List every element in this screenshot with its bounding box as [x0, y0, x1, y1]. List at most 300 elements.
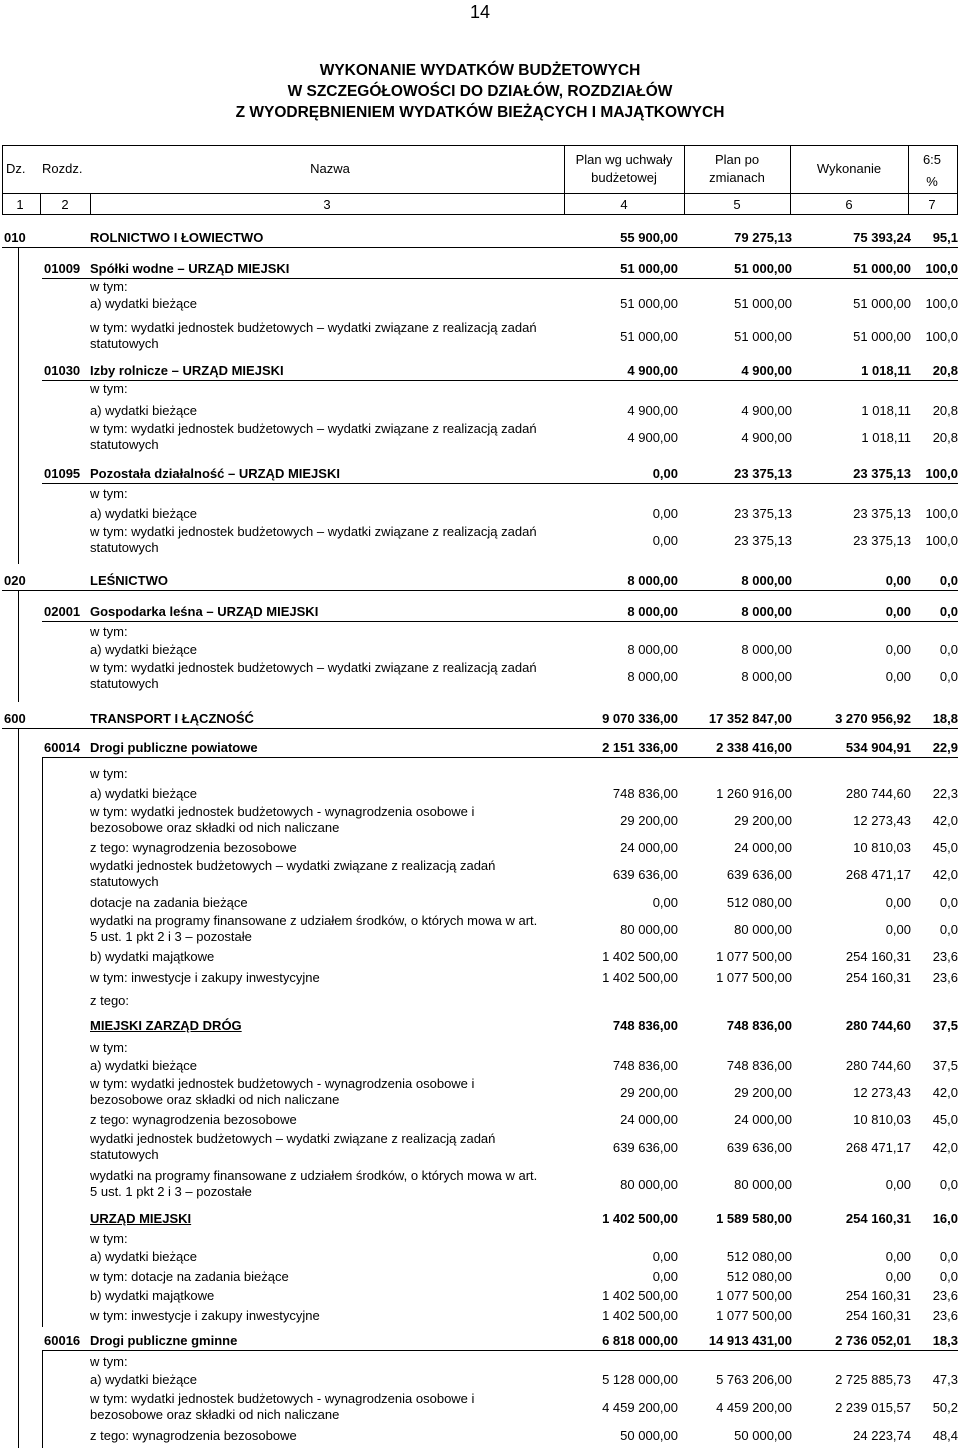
- row-value: 50 000,00: [734, 1428, 792, 1443]
- row-value: 51 000,00: [734, 329, 792, 344]
- row-name: [90, 260, 550, 278]
- row-name-text: w tym:: [90, 766, 128, 781]
- row-value: 1 402 500,00: [602, 1288, 678, 1303]
- dzial-code: 020: [4, 573, 26, 588]
- row-value: 5 128 000,00: [602, 1372, 678, 1387]
- row-name: [90, 1112, 550, 1128]
- row-value: 95,1: [932, 230, 958, 245]
- row-name-text: a) wydatki bieżące: [90, 403, 197, 418]
- row-value: 29 200,00: [734, 1085, 792, 1100]
- row-name: [90, 524, 545, 555]
- table-row: [0, 260, 960, 278]
- row-value: 48,4: [932, 1428, 958, 1443]
- row-value: 100,0: [925, 533, 958, 548]
- row-value: 51 000,00: [620, 296, 678, 311]
- row-value: 51 000,00: [620, 329, 678, 344]
- row-value: 12 273,43: [853, 813, 911, 828]
- row-value: 748 836,00: [612, 1058, 678, 1073]
- header-wykonanie: Wykonanie: [816, 161, 882, 176]
- row-value: 29 200,00: [620, 813, 678, 828]
- row-value: 0,0: [939, 895, 958, 910]
- table-row: [0, 1372, 960, 1388]
- row-value: 24 000,00: [620, 1112, 678, 1127]
- row-value: 280 744,60: [845, 1018, 911, 1033]
- row-value: 0,00: [652, 1249, 678, 1264]
- row-value: 0,0: [939, 1177, 958, 1192]
- row-value: 23,6: [932, 949, 958, 964]
- row-value: 16,0: [932, 1211, 958, 1226]
- row-value: 23 375,13: [734, 533, 792, 548]
- table-row: [0, 766, 960, 782]
- row-name-text: dotacje na zadania bieżące: [90, 895, 248, 910]
- table-row: [0, 1354, 960, 1370]
- dzial-code: 600: [4, 711, 26, 726]
- row-value: 2 725 885,73: [835, 1372, 911, 1387]
- title-line: WYKONANIE WYDATKÓW BUDŻETOWYCH: [319, 62, 641, 79]
- row-value: 280 744,60: [845, 786, 911, 801]
- row-value: 24 000,00: [734, 840, 792, 855]
- document-title: [0, 60, 960, 123]
- table-row: [0, 603, 960, 621]
- row-unit-text: URZĄD MIEJSKI: [182, 363, 284, 378]
- row-value: 29 200,00: [734, 813, 792, 828]
- header-vline: [90, 193, 91, 215]
- table-top-border: [2, 145, 958, 146]
- row-value: 5 763 206,00: [716, 1372, 792, 1387]
- row-value: 22,3: [932, 786, 958, 801]
- row-value: 254 160,31: [845, 949, 911, 964]
- row-name: [90, 603, 550, 621]
- row-name: [90, 486, 550, 502]
- row-value: 1 402 500,00: [602, 1308, 678, 1323]
- row-value: 639 636,00: [726, 867, 792, 882]
- row-value: 0,0: [939, 922, 958, 937]
- rozdzial-underline: [42, 1350, 958, 1351]
- row-value: 748 836,00: [612, 1018, 678, 1033]
- col-number: 6: [845, 197, 853, 212]
- header-vline: [957, 145, 958, 215]
- name-separator: –: [173, 261, 189, 276]
- row-value: 2 736 052,01: [835, 1333, 911, 1348]
- table-row: [0, 362, 960, 380]
- row-value: 4 900,00: [741, 363, 792, 378]
- row-name-text: wydatki na programy finansowane z udziałem środków, o których mowa w art. 5 ust. 1 pkt 2 i 3 – pozostałe: [90, 913, 538, 944]
- row-value: 42,0: [932, 867, 958, 882]
- row-value: 639 636,00: [726, 1140, 792, 1155]
- row-value: 23,6: [932, 970, 958, 985]
- row-value: 4 900,00: [627, 430, 678, 445]
- row-value: 20,8: [932, 403, 958, 418]
- row-name-text: TRANSPORT I ŁĄCZNOŚĆ: [90, 711, 254, 726]
- table-row: [0, 858, 960, 892]
- header-plan-uchwaly: [564, 151, 684, 187]
- table-row: [0, 786, 960, 802]
- table-row: [0, 1288, 960, 1304]
- row-name-text: w tym: wydatki jednostek budżetowych – wydatki związane z realizacją zadań statutowych: [90, 320, 537, 351]
- row-value: 8 000,00: [627, 604, 678, 619]
- row-value: 0,0: [939, 1249, 958, 1264]
- table-row: [0, 1332, 960, 1350]
- row-name: [90, 1332, 550, 1350]
- row-name-text: w tym: dotacje na zadania bieżące: [90, 1269, 289, 1284]
- dzial-underline: [2, 728, 958, 729]
- row-name: [90, 362, 550, 380]
- row-value: 51 000,00: [734, 296, 792, 311]
- row-value: 6 818 000,00: [602, 1333, 678, 1348]
- row-value: 100,0: [925, 329, 958, 344]
- row-value: 51 000,00: [620, 261, 678, 276]
- header-vline: [908, 145, 909, 215]
- table-row: [0, 1131, 960, 1165]
- row-name-text: Gospodarka leśna: [90, 604, 203, 619]
- header-ratio-line: %: [926, 174, 938, 189]
- row-value: 24 000,00: [734, 1112, 792, 1127]
- row-value: 100,0: [925, 261, 958, 276]
- row-unit-text: URZĄD MIEJSKI: [238, 466, 340, 481]
- row-value: 47,3: [932, 1372, 958, 1387]
- row-name: [90, 1040, 550, 1056]
- rozdzial-code: 60016: [44, 1333, 81, 1348]
- row-value: 4 900,00: [741, 403, 792, 418]
- row-value: 20,8: [932, 430, 958, 445]
- row-name-text: w tym:: [90, 1354, 128, 1369]
- table-row: [0, 320, 960, 354]
- row-name: [90, 1210, 550, 1228]
- row-name: [90, 739, 550, 757]
- row-name-text: w tym: wydatki jednostek budżetowych - wynagrodzenia osobowe i bezosobowe oraz składki od nich naliczane: [90, 1076, 475, 1107]
- table-row: [0, 1269, 960, 1285]
- row-name: [90, 1308, 550, 1324]
- row-value: 1 018,11: [861, 363, 911, 378]
- row-value: 512 080,00: [726, 895, 792, 910]
- row-name-text: b) wydatki majątkowe: [90, 1288, 215, 1303]
- row-value: 0,00: [885, 895, 911, 910]
- row-name: [90, 1372, 550, 1388]
- row-value: 1 077 500,00: [716, 1308, 792, 1323]
- row-unit-text: URZĄD MIEJSKI: [188, 261, 290, 276]
- row-name-text: LEŚNICTWO: [90, 573, 168, 588]
- table-row: [0, 840, 960, 856]
- row-value: 8 000,00: [741, 642, 792, 657]
- row-value: 1 077 500,00: [716, 949, 792, 964]
- row-value: 1 018,11: [861, 403, 911, 418]
- row-name: [90, 421, 545, 452]
- row-name-text: a) wydatki bieżące: [90, 506, 197, 521]
- row-value: 24 000,00: [620, 840, 678, 855]
- row-value: 2 338 416,00: [716, 740, 792, 755]
- row-name-text: z tego: wynagrodzenia bezosobowe: [90, 840, 297, 855]
- row-value: 1 260 916,00: [716, 786, 792, 801]
- header-vline: [684, 145, 685, 215]
- row-value: 0,00: [652, 895, 678, 910]
- row-name-text: w tym:: [90, 486, 128, 501]
- header-vline: [790, 145, 791, 215]
- table-row: [0, 296, 960, 312]
- row-name-text: Spółki wodne: [90, 261, 174, 276]
- row-name-text: w tym:: [90, 381, 128, 396]
- row-value: 4 900,00: [627, 363, 678, 378]
- row-value: 1 589 580,00: [716, 1211, 792, 1226]
- row-value: 51 000,00: [853, 296, 911, 311]
- row-value: 37,5: [932, 1018, 958, 1033]
- row-name: [90, 1269, 550, 1285]
- row-value: 23 375,13: [853, 466, 911, 481]
- row-value: 80 000,00: [734, 1177, 792, 1192]
- row-value: 8 000,00: [627, 573, 678, 588]
- row-name: [90, 970, 550, 986]
- row-value: 0,00: [652, 1269, 678, 1284]
- table-row: [0, 624, 960, 640]
- col-number-divider: [2, 214, 958, 215]
- row-name: [90, 1249, 550, 1265]
- row-name-text: ROLNICTWO I ŁOWIECTWO: [90, 230, 264, 245]
- row-name: [90, 710, 550, 728]
- row-name-text: w tym:: [90, 1040, 128, 1055]
- row-value: 0,00: [885, 669, 911, 684]
- row-value: 0,00: [885, 1249, 911, 1264]
- header-plan-po: [684, 151, 790, 187]
- row-name-text: w tym:: [90, 279, 128, 294]
- row-value: 9 070 336,00: [602, 711, 678, 726]
- row-name: [90, 624, 550, 640]
- row-value: 20,8: [932, 363, 958, 378]
- row-value: 639 636,00: [612, 1140, 678, 1155]
- row-value: 2 239 015,57: [835, 1400, 911, 1415]
- col-number: 2: [61, 197, 69, 212]
- dzial-underline: [2, 590, 958, 591]
- name-separator: –: [168, 363, 183, 378]
- row-value: 0,0: [939, 573, 958, 588]
- row-name: [90, 993, 550, 1009]
- row-name-text: wydatki jednostek budżetowych – wydatki związane z realizacją zadań statutowych: [90, 858, 496, 889]
- rozdzial-code: 02001: [44, 604, 81, 619]
- table-row: [0, 710, 960, 728]
- table-row: [0, 1017, 960, 1035]
- row-name: [90, 279, 550, 295]
- table-row: [0, 660, 960, 694]
- row-value: 4 459 200,00: [602, 1400, 678, 1415]
- row-name: [90, 913, 545, 944]
- row-name-text: Drogi publiczne gminne: [90, 1333, 238, 1348]
- row-value: 79 275,13: [734, 230, 792, 245]
- rozdzial-code: 60014: [44, 740, 81, 755]
- row-value: 0,00: [885, 922, 911, 937]
- row-value: 0,00: [885, 1269, 911, 1284]
- row-value: 534 904,91: [845, 740, 911, 755]
- row-value: 23,6: [932, 1308, 958, 1323]
- col-number: 5: [733, 197, 741, 212]
- row-value: 0,00: [885, 604, 911, 619]
- row-value: 29 200,00: [620, 1085, 678, 1100]
- row-name: [90, 766, 550, 782]
- row-value: 1 402 500,00: [602, 1211, 678, 1226]
- row-value: 12 273,43: [853, 1085, 911, 1100]
- row-value: 748 836,00: [612, 786, 678, 801]
- row-name-text: wydatki jednostek budżetowych – wydatki związane z realizacją zadań statutowych: [90, 1131, 496, 1162]
- row-value: 23 375,13: [853, 506, 911, 521]
- table-row: [0, 279, 960, 295]
- row-name: [90, 572, 550, 590]
- header-plan-uchwaly-line: budżetowej: [591, 170, 657, 185]
- header-divider: [2, 193, 958, 194]
- row-name: [90, 506, 550, 522]
- header-rozdz: Rozdz.: [42, 161, 83, 176]
- row-value: 51 000,00: [734, 261, 792, 276]
- header-vline: [40, 193, 41, 215]
- table-row: [0, 229, 960, 247]
- row-value: 0,00: [885, 573, 911, 588]
- name-separator: –: [224, 466, 239, 481]
- table-row: [0, 804, 960, 838]
- table-row: [0, 642, 960, 658]
- row-value: 80 000,00: [620, 922, 678, 937]
- table-row: [0, 895, 960, 911]
- table-row: [0, 1391, 960, 1425]
- header-plan-po-line: Plan po: [714, 152, 760, 167]
- row-name-text: URZĄD MIEJSKI: [90, 1211, 192, 1226]
- row-value: 10 810,03: [853, 840, 911, 855]
- row-value: 42,0: [932, 1140, 958, 1155]
- row-value: 23 375,13: [734, 506, 792, 521]
- row-name: [90, 1076, 545, 1107]
- row-unit-text: URZĄD MIEJSKI: [217, 604, 319, 619]
- rozdzial-code: 01009: [44, 261, 81, 276]
- row-value: 0,00: [885, 642, 911, 657]
- row-value: 0,00: [652, 533, 678, 548]
- row-value: 3 270 956,92: [835, 711, 911, 726]
- table-row: [0, 1249, 960, 1265]
- row-value: 0,00: [652, 466, 678, 481]
- row-name: [90, 858, 545, 889]
- header-plan-po-line: zmianach: [709, 170, 765, 185]
- table-row: [0, 913, 960, 947]
- table-row: [0, 1308, 960, 1324]
- row-name: [90, 642, 550, 658]
- row-value: 2 151 336,00: [602, 740, 678, 755]
- row-value: 18,3: [932, 1333, 958, 1348]
- row-name: [90, 949, 550, 965]
- row-name-text: a) wydatki bieżące: [90, 296, 197, 311]
- row-value: 0,00: [885, 1177, 911, 1192]
- row-value: 10 810,03: [853, 1112, 911, 1127]
- row-value: 1 077 500,00: [716, 970, 792, 985]
- table-row: [0, 993, 960, 1009]
- row-name: [90, 465, 550, 483]
- header-dz: Dz.: [6, 161, 26, 176]
- row-value: 80 000,00: [620, 1177, 678, 1192]
- row-name-text: w tym: wydatki jednostek budżetowych - wynagrodzenia osobowe i bezosobowe oraz składki od nich naliczane: [90, 1391, 475, 1422]
- row-name: [90, 840, 550, 856]
- table-row: [0, 524, 960, 558]
- rozdzial-underline: [42, 621, 958, 622]
- row-value: 0,0: [939, 1269, 958, 1284]
- row-name: [90, 1017, 550, 1035]
- rozdzial-code: 01095: [44, 466, 81, 481]
- header-nazwa: Nazwa: [310, 161, 350, 176]
- col-number: 3: [323, 197, 331, 212]
- row-value: 51 000,00: [853, 261, 911, 276]
- row-name: [90, 1231, 550, 1247]
- row-value: 45,0: [932, 840, 958, 855]
- row-value: 268 471,17: [845, 867, 911, 882]
- row-name-text: w tym:: [90, 1231, 128, 1246]
- row-value: 100,0: [925, 296, 958, 311]
- page-number: 14: [469, 2, 491, 22]
- table-row: [0, 1076, 960, 1110]
- row-value: 254 160,31: [845, 1211, 911, 1226]
- row-value: 748 836,00: [726, 1058, 792, 1073]
- table-row: [0, 949, 960, 965]
- row-value: 75 393,24: [853, 230, 911, 245]
- row-value: 14 913 431,00: [708, 1333, 792, 1348]
- table-row: [0, 739, 960, 757]
- col-number: 1: [16, 197, 24, 212]
- row-name: [90, 403, 550, 419]
- row-name: [90, 786, 550, 802]
- row-name: [90, 895, 550, 911]
- row-name-text: Drogi publiczne powiatowe: [90, 740, 258, 755]
- row-value: 512 080,00: [726, 1269, 792, 1284]
- row-name-text: z tego: wynagrodzenia bezosobowe: [90, 1428, 297, 1443]
- header-plan-uchwaly-line: Plan wg uchwały: [575, 152, 673, 167]
- table-row: [0, 1168, 960, 1202]
- row-value: 45,0: [932, 1112, 958, 1127]
- table-row: [0, 506, 960, 522]
- row-value: 23 375,13: [734, 466, 792, 481]
- table-row: [0, 465, 960, 483]
- row-name-text: b) wydatki majątkowe: [90, 949, 215, 964]
- row-value: 1 402 500,00: [602, 970, 678, 985]
- row-value: 254 160,31: [845, 1308, 911, 1323]
- row-value: 1 077 500,00: [716, 1288, 792, 1303]
- row-name-text: a) wydatki bieżące: [90, 1249, 197, 1264]
- row-name-text: w tym: wydatki jednostek budżetowych – wydatki związane z realizacją zadań statutowych: [90, 421, 537, 452]
- dzial-code: 010: [4, 230, 26, 245]
- row-name: [90, 1058, 550, 1074]
- table-row: [0, 1112, 960, 1128]
- row-value: 512 080,00: [726, 1249, 792, 1264]
- row-name-text: z tego:: [90, 993, 130, 1008]
- row-name: [90, 1428, 550, 1444]
- row-value: 0,00: [652, 506, 678, 521]
- row-value: 50 000,00: [620, 1428, 678, 1443]
- table-row: [0, 381, 960, 397]
- row-value: 100,0: [925, 506, 958, 521]
- header-vline: [564, 145, 565, 215]
- row-name-text: a) wydatki bieżące: [90, 786, 197, 801]
- row-name: [90, 804, 545, 835]
- row-name-text: w tym:: [90, 624, 128, 639]
- row-name: [90, 660, 545, 691]
- row-name-text: MIEJSKI ZARZĄD DRÓG: [90, 1018, 242, 1033]
- row-name: [90, 1131, 545, 1162]
- row-value: 24 223,74: [853, 1428, 911, 1443]
- row-value: 8 000,00: [741, 573, 792, 588]
- col-number: 4: [620, 197, 628, 212]
- row-name-text: w tym: inwestycje i zakupy inwestycyjne: [90, 1308, 320, 1323]
- table-row: [0, 1231, 960, 1247]
- rozdzial-underline: [42, 483, 958, 484]
- table-row: [0, 403, 960, 419]
- row-value: 0,0: [939, 642, 958, 657]
- table-row: [0, 1040, 960, 1056]
- row-value: 22,9: [932, 740, 958, 755]
- row-value: 42,0: [932, 813, 958, 828]
- row-name-text: wydatki na programy finansowane z udziałem środków, o których mowa w art. 5 ust. 1 pkt 2 i 3 – pozostałe: [90, 1168, 538, 1199]
- row-name: [90, 320, 545, 351]
- row-value: 4 900,00: [741, 430, 792, 445]
- row-value: 280 744,60: [845, 1058, 911, 1073]
